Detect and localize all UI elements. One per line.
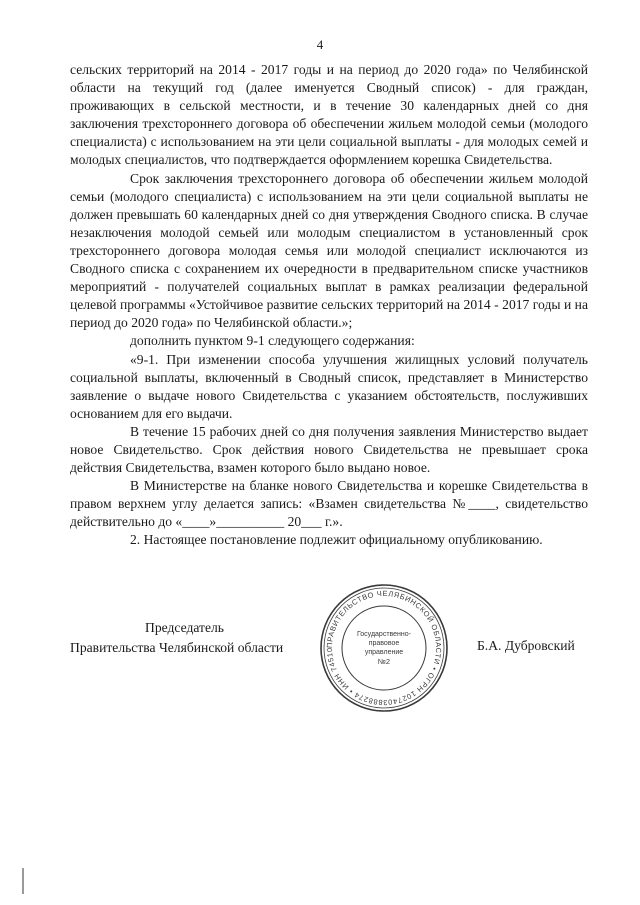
signature-title-line2: Правительства Челябинской области: [70, 640, 284, 655]
seal-ring-text: ПРАВИТЕЛЬСТВО ЧЕЛЯБИНСКОЙ ОБЛАСТИ • ОГРН 1027403888274 • ИНН 74510: [324, 588, 444, 708]
seal-center-line2: правовое: [368, 640, 400, 647]
document-body: [70, 61, 588, 550]
page-number: 4: [316, 37, 324, 52]
paragraph-ministry-record: В Министерстве на бланке нового Свидетельства и корешке Свидетельства в правом верхнем углу делается запись: «Взамен свидетельства №____, свидетельство действительно до «____»__________ 20___ г.».: [70, 478, 588, 530]
official-seal-stamp: [318, 582, 450, 714]
paragraph-clause-9-1: «9-1. При изменении способа улучшения жилищных условий получатель социальной выплаты, включенный в Сводный список, представляет в Министерство заявление о выдаче нового Свидетельства с указанием обстоятельств, послуживших основанием для его выдачи.: [70, 351, 588, 421]
paragraph-publication: 2. Настоящее постановление подлежит официальному опубликованию.: [130, 532, 543, 548]
seal-center-line1: Государственно-: [356, 631, 412, 638]
paragraph-contract-deadline: Срок заключения трехстороннего договора об обеспечении жильем молодой семьи (молодого специалиста) с использованием на эти цели социальной выплаты не должен превышать 60 календарных дней со дня утверждения Сводного списка. В случае незаключения молодой семьей или молодым специалистом в установленный срок трехстороннего договора молодая семья или молодой специалист исключаются из Сводного списка с сохранением их очередности в предварительном списке участников мероприятий - получателей социальных выплат в рамках реализации федеральной целевой программы «Устойчивое развитие сельских территорий на 2014 - 2017 годы и на период до 2020 года» по Челябинской области.»;: [70, 170, 588, 331]
signature-title: [70, 618, 284, 658]
signatory-name: Б.А. Дубровский: [477, 638, 575, 653]
seal-center-line3: управление: [364, 649, 404, 656]
paragraph-add-clause: дополнить пунктом 9-1 следующего содержания:: [130, 333, 415, 349]
seal-center-line4: №2: [377, 657, 391, 666]
paragraph-continuation: сельских территорий на 2014 - 2017 годы и на период до 2020 года» по Челябинской области на текущий год (далее именуется Сводный список) - для граждан, проживающих в сельской местности, и в течение 30 календарных дней со дня заключения трехстороннего договора об обеспечении жильем молодой семьи (молодого специалиста) с использованием на эти цели социальной выплаты - для молодых семей и молодых специалистов, что подтверждается оформлением корешка Свидетельства.: [70, 62, 588, 168]
signature-title-line1: Председатель: [145, 620, 224, 635]
paragraph-new-certificate: В течение 15 рабочих дней со дня получения заявления Министерство выдает новое Свидетельство. Срок действия нового Свидетельства не превышает срока действия Свидетельства, взамен которого было выдано новое.: [70, 423, 588, 476]
scan-edge-mark: [22, 868, 24, 894]
seal-icon: [318, 582, 450, 714]
